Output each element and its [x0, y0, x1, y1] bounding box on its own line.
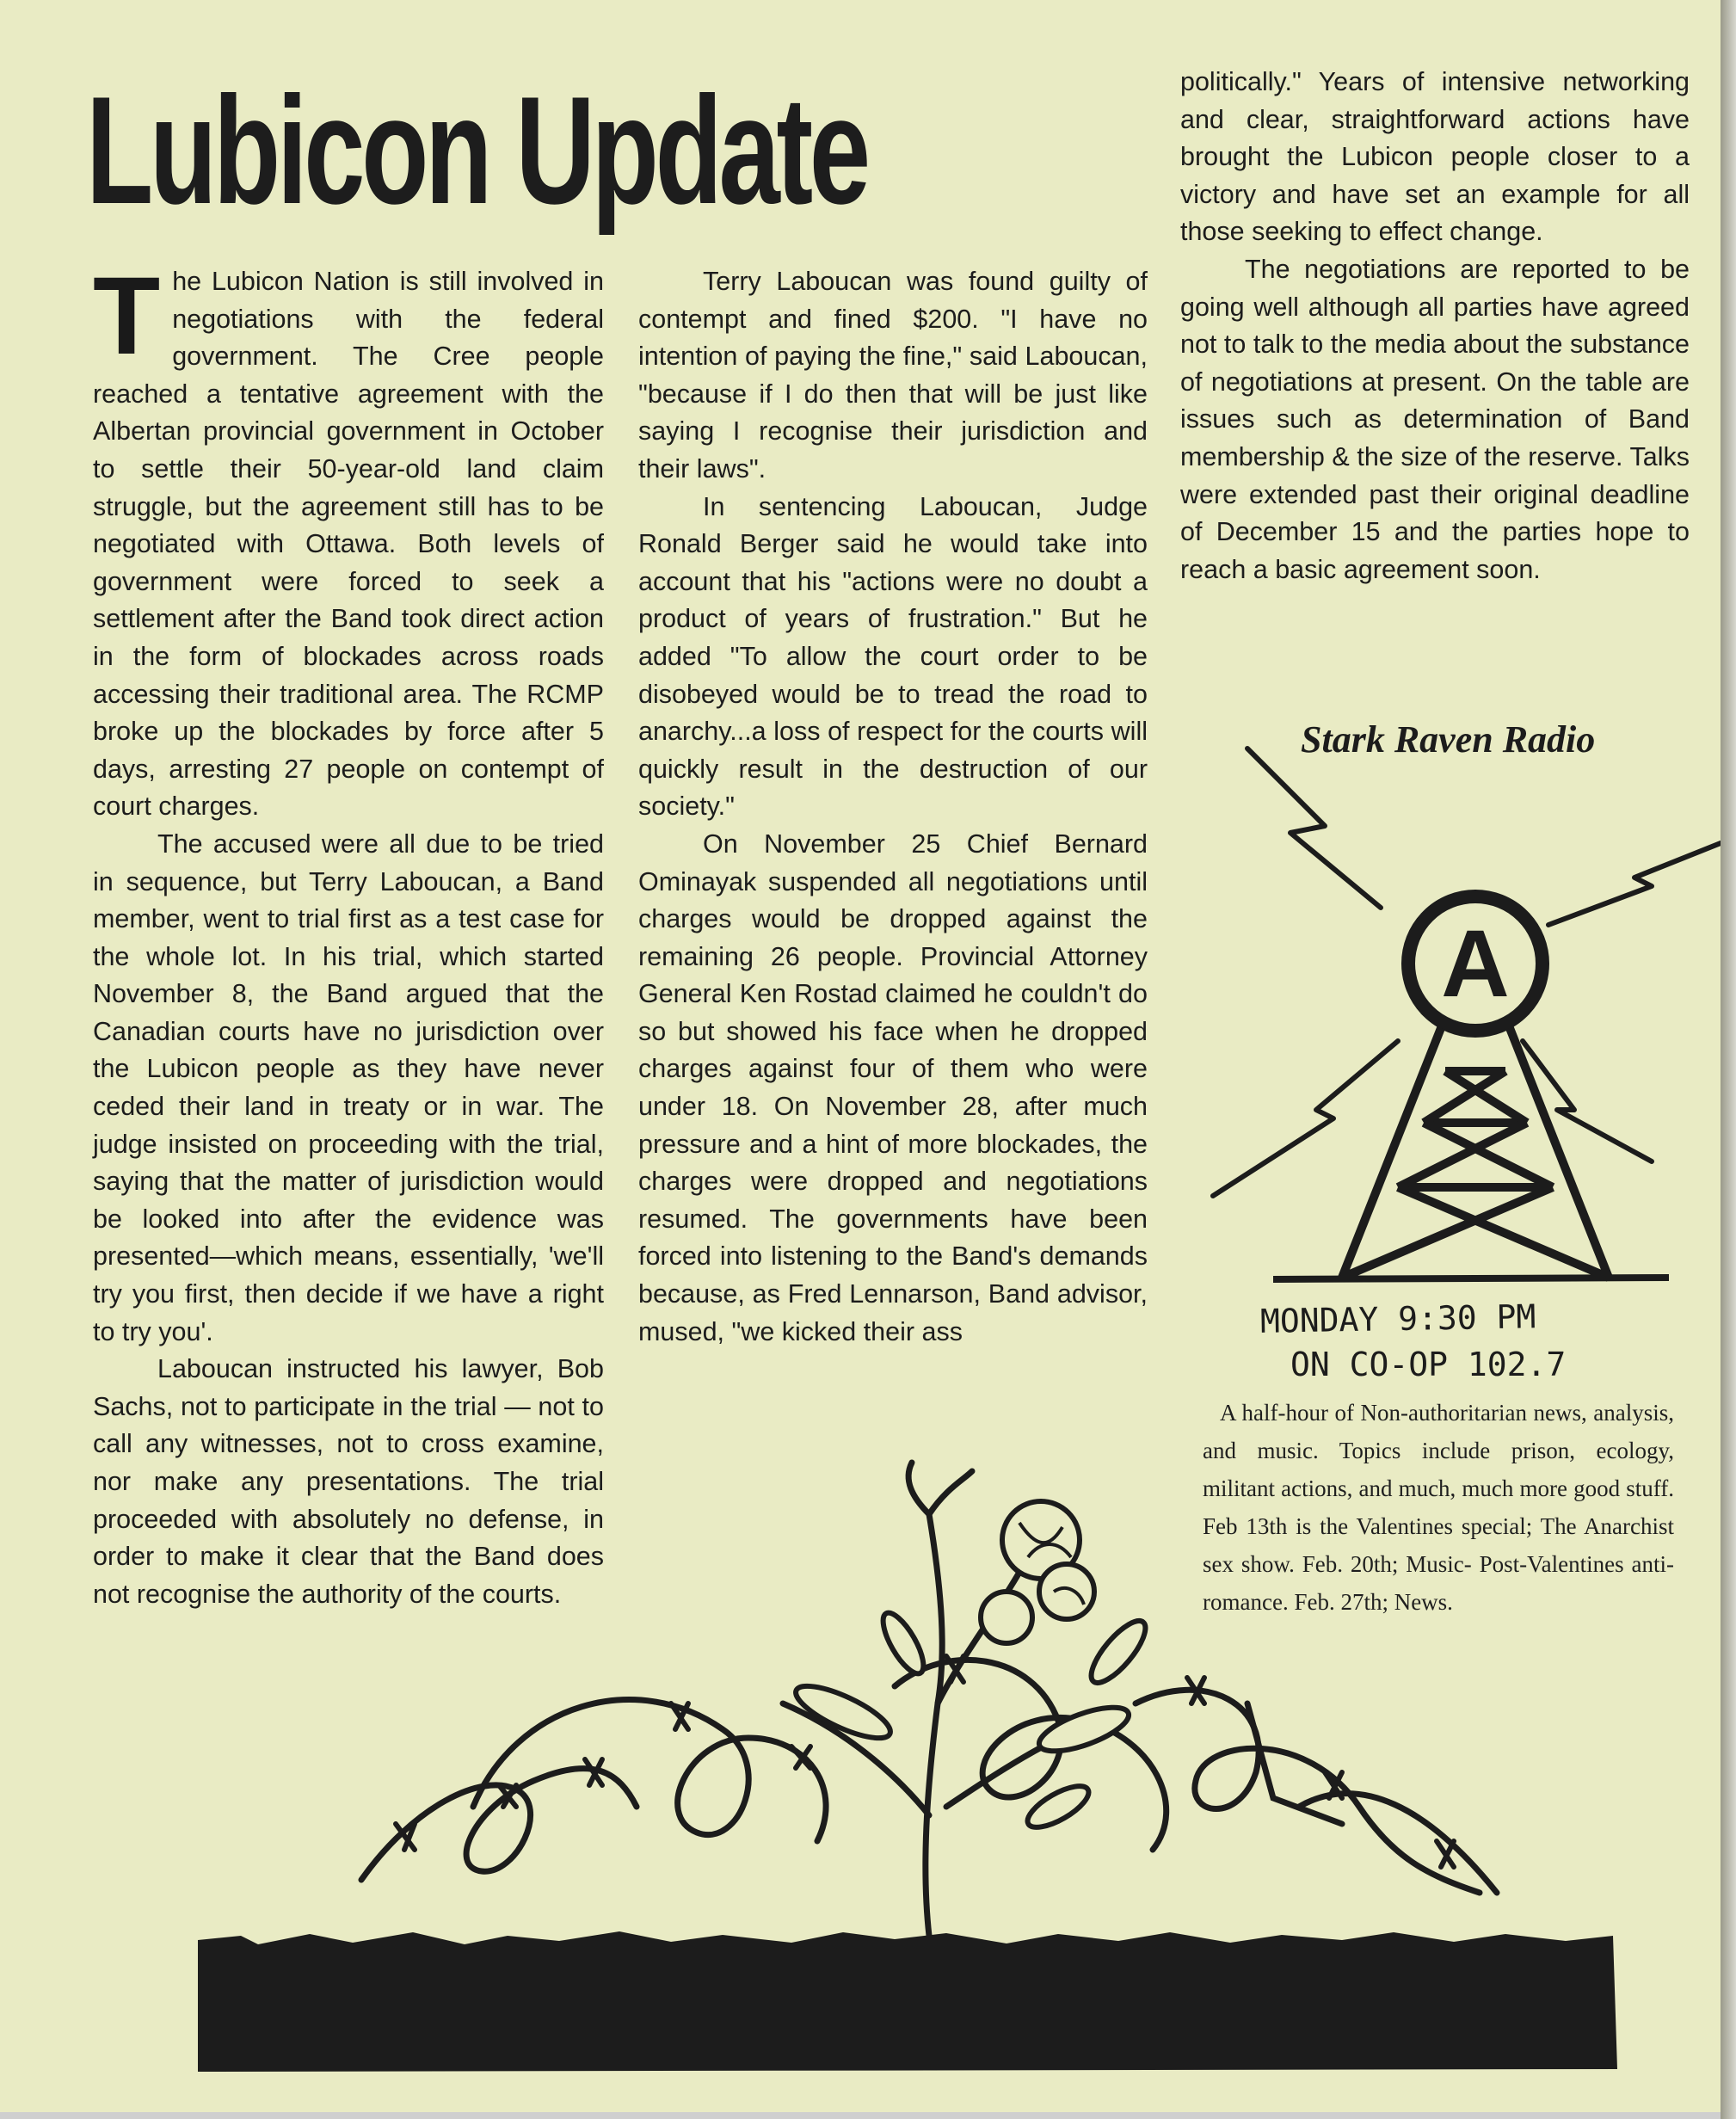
- circle-a-icon: [1408, 896, 1542, 1031]
- article-column-2: [638, 263, 1148, 1351]
- lightning-bolt-icon: [1213, 1041, 1398, 1196]
- article-paragraph: The accused were all due to be tried in sequence, but Terry Laboucan, a Band member, went to trial first as a test case for the whole lot. In his trial, which started November 8, the Band argued that the Canadian courts have no jurisdiction over the Lubicon people as they have never ceded their land in treaty or in war. The judge insisted on proceeding with the trial, saying that the matter of jurisdiction would be looked into after the evidence was presented—which means, essentially, 'we'll try you first, then decide if we have a right to try you'.: [93, 829, 604, 1346]
- drop-cap: T: [93, 255, 161, 378]
- article-paragraph: The Lubicon Nation is still involved in negotiations with the federal government. The Cree people reached a tentative agreement with the Albertan provincial government in October to settle their 50-year-old land claim struggle, but the agreement still has to be negotiated with Ottawa. Both levels of government were forced to seek a settlement after the Band took direct action in the form of blockades across roads accessing their traditional area. The RCMP broke up the blockades by force after 5 days, arresting 27 people on contempt of court charges.: [93, 255, 604, 822]
- ground-shape: [198, 1931, 1617, 2072]
- ad-title: Stark Raven Radio: [1301, 718, 1596, 761]
- lightning-bolt-icon: [1247, 748, 1381, 908]
- article-paragraph: The negotiations are reported to be going well although all parties have agreed not to talk to the media about the substance of negotiations at present. On the table are issues such as determination of Band membership & the size of the reserve. Talks were extended past their original deadline of December 15 and the parties hope to reach a basic agreement soon.: [1180, 254, 1690, 584]
- svg-text:A: A: [1441, 911, 1510, 1017]
- article-paragraph: On November 25 Chief Bernard Ominayak suspended all negotiations until charges would be dropped against the remaining 26 people. Provincial Attorney General Ken Rostad claimed he couldn't do so but showed his face when he dropped charges against four of them who were under 18. On November 28, after much pressure and a hint of more blockades, the charges were dropped and negotiations resumed. The governments have been forced into listening to the Band's demands because, as Fred Lennarson, Band advisor, mused, "we kicked their ass: [638, 829, 1148, 1346]
- article-paragraph: In sentencing Laboucan, Judge Ronald Berger said he would take into account that his "actions were no doubt a product of years of frustration." But he added "To allow the court order to be disobeyed would be to tread the road to anarchy...a loss of respect for the courts will quickly result in the destruction of our society.": [638, 491, 1148, 822]
- headline: Lubicon Update: [86, 65, 867, 236]
- lightning-bolt-icon: [1548, 843, 1721, 925]
- ad-station: ON CO-OP 102.7: [1290, 1346, 1567, 1383]
- article-paragraph: Terry Laboucan was found guilty of contempt and fined $200. "I have no intention of paying the fine," said Laboucan, "because if I do then that will be just like saying I recognise their jurisdiction and their laws".: [638, 267, 1148, 484]
- page-binding-edge: [1721, 0, 1736, 2119]
- radio-tower-illustration: [1187, 731, 1721, 1351]
- barbed-wire-flower-illustration: [189, 1445, 1634, 2082]
- article-paragraph: politically." Years of intensive networking and clear, straightforward actions have brought the Lubicon people closer to a victory and have set an example for all those seeking to effect change.: [1180, 67, 1690, 247]
- article-column-3: [1180, 64, 1690, 588]
- ad-description: A half-hour of Non-authoritarian news, analysis, and music. Topics include prison, ecology, militant actions, and much, much more good stuff. Feb 13th is the Valentines special; The Anarchist sex show. Feb. 20th; Music- Post-Valentines anti-romance. Feb. 27th; News.: [1203, 1400, 1674, 1615]
- article-column-1: [93, 255, 604, 1613]
- ad-time: MONDAY 9:30 PM: [1259, 1297, 1536, 1340]
- article-paragraph: Laboucan instructed his lawyer, Bob Sachs, not to participate in the trial — not to call any witnesses, not to cross examine, nor make any presentations. The trial proceeded with absolutely no defense, in order to make it clear that the Band does not recognise the authority of the courts.: [93, 1354, 604, 1609]
